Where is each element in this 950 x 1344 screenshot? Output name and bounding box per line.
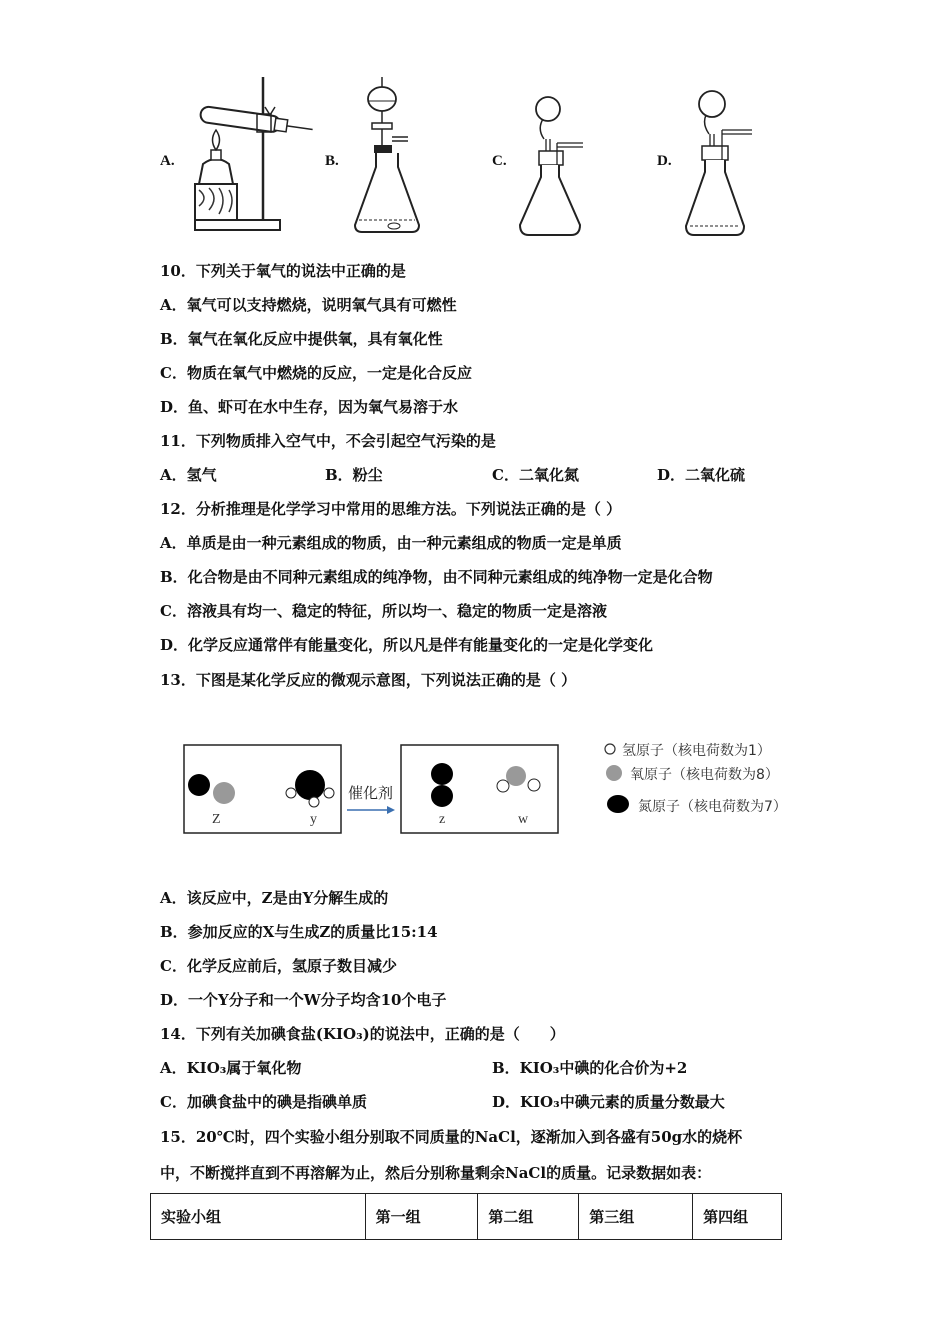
table-header-cell: 第二组 [478, 1194, 579, 1240]
apparatus-b-funnel-flask [350, 75, 425, 237]
q14-option-d: D．KIO₃中碘元素的质量分数最大 [492, 1093, 725, 1111]
q11-option-c: C．二氧化氮 [492, 466, 579, 484]
label-y: y [310, 812, 317, 827]
table-header-cell: 第四组 [693, 1194, 782, 1240]
q10-option-b: B．氧气在氧化反应中提供氧，具有氧化性 [160, 330, 443, 348]
q12-option-a: A．单质是由一种元素组成的物质，由一种元素组成的物质一定是单质 [160, 534, 622, 552]
table-header-cell: 第一组 [365, 1194, 478, 1240]
table-header-cell: 第三组 [579, 1194, 693, 1240]
q15-stem-line2: 中，不断搅拌直到不再溶解为止，然后分别称量剩余NaCl的质量。记录数据如表： [160, 1164, 712, 1182]
apparatus-d-thistle-flask [682, 88, 757, 238]
q11-stem: 11．下列物质排入空气中，不会引起空气污染的是 [160, 432, 496, 450]
q13-option-b: B．参加反应的X与生成Z的质量比15:14 [160, 923, 438, 941]
nitrogen-atom [188, 774, 210, 796]
q11-option-a: A．氢气 [160, 466, 217, 484]
q12-option-b: B．化合物是由不同种元素组成的纯净物，由不同种元素组成的纯净物一定是化合物 [160, 568, 713, 586]
q10-stem: 10．下列关于氧气的说法中正确的是 [160, 262, 406, 280]
apparatus-c-thistle-flask [515, 95, 590, 238]
q12-option-d: D．化学反应通常伴有能量变化，所以凡是伴有能量变化的一定是化学变化 [160, 636, 654, 654]
legend-oxygen: 氧原子（核电荷数为8） [630, 767, 779, 783]
q10-option-d: D．鱼、虾可在水中生存，因为氧气易溶于水 [160, 398, 459, 416]
q14-option-b: B．KIO₃中碘的化合价为+2 [492, 1059, 688, 1077]
q10-option-a: A．氧气可以支持燃烧，说明氧气具有可燃性 [160, 296, 457, 314]
option-label-b: B. [325, 153, 339, 169]
q13-stem: 13．下图是某化学反应的微观示意图，下列说法正确的是（ ） [160, 671, 577, 689]
q13-option-a: A．该反应中，Z是由Y分解生成的 [160, 889, 389, 907]
q11-option-d: D．二氧化硫 [657, 466, 746, 484]
q14-option-a: A．KIO₃属于氧化物 [160, 1059, 302, 1077]
table-header-cell: 实验小组 [151, 1194, 366, 1240]
q10-option-c: C．物质在氧气中燃烧的反应，一定是化合反应 [160, 364, 472, 382]
q15-stem-line1: 15．20℃时，四个实验小组分别取不同质量的NaCl，逐渐加入到各盛有50g水的烧杯 [160, 1128, 743, 1146]
legend-hydrogen: 氢原子（核电荷数为1） [622, 743, 771, 759]
q12-option-c: C．溶液具有均一、稳定的特征，所以均一、稳定的物质一定是溶液 [160, 602, 607, 620]
table-header-row [151, 1194, 782, 1240]
label-w: w [518, 812, 529, 827]
apparatus-a-heating-tube [185, 72, 320, 237]
catalyst-label: 催化剂 [348, 784, 394, 802]
q13-option-c: C．化学反应前后，氢原子数目减少 [160, 957, 397, 975]
q11-option-b: B．粉尘 [325, 466, 383, 484]
label-z: z [439, 812, 446, 827]
results-table [150, 1193, 782, 1240]
option-label-a: A. [160, 153, 175, 169]
option-label-d: D. [657, 153, 672, 169]
q14-option-c: C．加碘食盐中的碘是指碘单质 [160, 1093, 367, 1111]
q12-stem: 12．分析推理是化学学习中常用的思维方法。下列说法正确的是（ ） [160, 500, 622, 518]
label-Z: Z [212, 812, 221, 827]
legend-nitrogen: 氮原子（核电荷数为7） [638, 799, 787, 815]
option-label-c: C. [492, 153, 507, 169]
q14-stem: 14．下列有关加碘食盐(KIO₃)的说法中，正确的是（ ） [160, 1025, 565, 1043]
q13-option-d: D．一个Y分子和一个W分子均含10个电子 [160, 991, 447, 1009]
